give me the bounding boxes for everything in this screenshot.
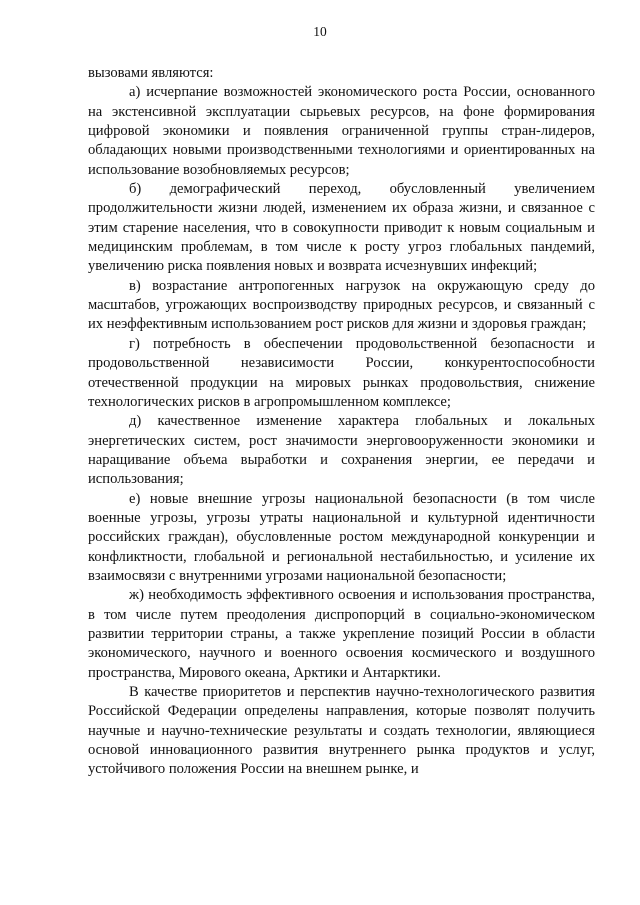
paragraph-intro: вызовами являются: bbox=[88, 65, 214, 81]
document-body bbox=[88, 64, 595, 780]
paragraph-item-b: б) демографический переход, обусловленный увеличением продолжительности жизни людей, изменением их образа жизни, и связанное с этим старение населения, что в совокупности приводит к новым социальным и медицинским проблемам, в том числе к росту угроз глобальных пандемий, увеличению риска появления новых и возврата исчезнувших инфекций; bbox=[88, 181, 595, 275]
paragraph-item-g: г) потребность в обеспечении продовольственной безопасности и продовольственной независимости России, конкурентоспособности отечественной продукции на мировых рынках продовольствия, снижение технологических рисков в агропромышленном комплексе; bbox=[88, 335, 595, 410]
paragraph-item-v: в) возрастание антропогенных нагрузок на окружающую среду до масштабов, угрожающих воспроизводству природных ресурсов, и связанный с их неэффективным использованием рост рисков для жизни и здоровья граждан; bbox=[88, 277, 595, 333]
paragraph-item-a: а) исчерпание возможностей экономического роста России, основанного на экстенсивной эксплуатации сырьевых ресурсов, на фоне формирования цифровой экономики и появления ограниченной группы стран-лидеров, обладающих новыми производственными технологиями и ориентированных на использование возобновляемых ресурсов; bbox=[88, 84, 595, 178]
paragraph-item-d: д) качественное изменение характера глобальных и локальных энергетических систем, рост значимости энерговооруженности экономики и наращивание объема выработки и сохранения энергии, ее передачи и использования; bbox=[88, 413, 595, 488]
paragraph-item-e: е) новые внешние угрозы национальной безопасности (в том числе военные угрозы, угрозы утраты национальной и культурной идентичности российских граждан), обусловленные ростом международной конкуренции и конфликтности, глобальной и региональной нестабильностью, и усиление их взаимосвязи с внутренними угрозами национальной безопасности; bbox=[88, 490, 595, 584]
page-number: 10 bbox=[313, 24, 327, 39]
paragraph-item-zh: ж) необходимость эффективного освоения и использования пространства, в том числе путем преодоления диспропорций в социально-экономическом развитии территории страны, а также укрепление позиций России в области экономического, научного и военного освоения космического и воздушного пространства, Мирового океана, Арктики и Антарктики. bbox=[88, 587, 595, 681]
paragraph-priorities: В качестве приоритетов и перспектив научно-технологического развития Российской Федерации определены направления, которые позволят получить научные и научно-технические результаты и создать технологии, являющиеся основой инновационного развития внутреннего рынка продуктов и услуг, устойчивого положения России на внешнем рынке, и bbox=[88, 684, 595, 778]
